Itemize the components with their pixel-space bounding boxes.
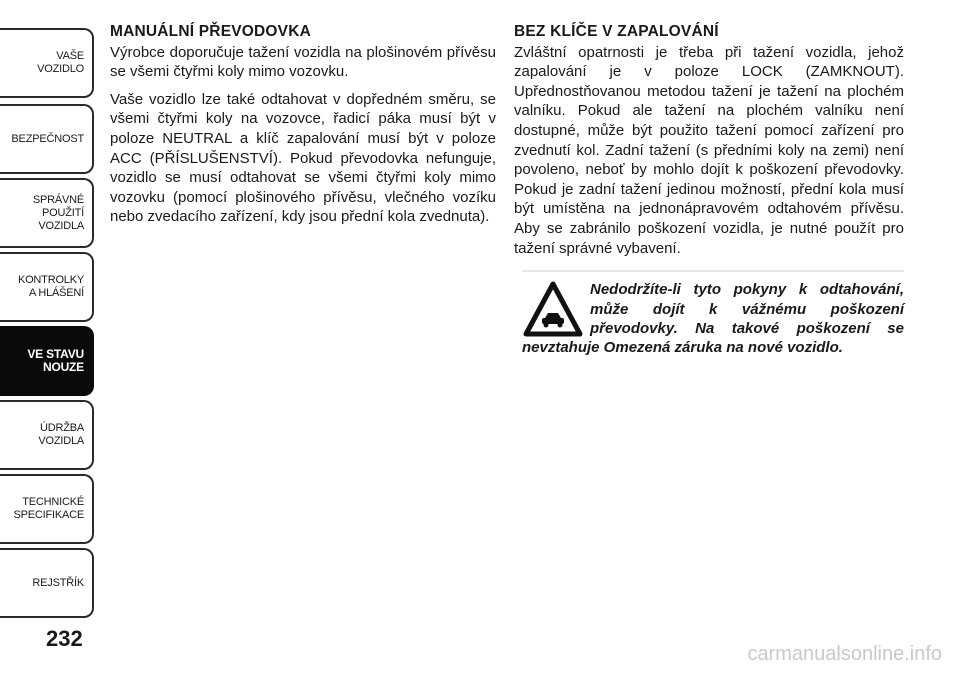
tab-rejstrik[interactable] [0, 548, 94, 618]
tab-label: KONTROLKY A HLÁŠENÍ [17, 274, 84, 299]
left-column [110, 22, 496, 235]
page-number: 232 [46, 626, 83, 651]
tab-label: BEZPEČNOST [11, 132, 84, 145]
paragraph: Zvláštní opatrnosti je třeba při tažení vozidla, jehož zapalování je v poloze LOCK (ZAMKNOUT). Upřednostňovanou metodou tažení je tažení na plochém valníku. Pokud ale tažení na plochém valníku není dostupné, může být použito tažení pomocí zařízení pro zvednutí kol. Zadní tažení (s předními koly na zemi) není povoleno, neboť by mohlo dojít k poškození převodovky. Pokud je zadní tažení jedinou možností, přední kola musí být umístěna na jednonápravovém odtahovém přívěsu. Aby se zabránilo poškození vozidla, je nutné použít pro tažení správné vybavení. [514, 43, 904, 257]
tab-label: SPRÁVNÉ POUŽITÍ VOZIDLA [32, 193, 84, 232]
tab-udrzba-vozidla[interactable] [0, 400, 94, 470]
tab-ve-stavu-nouze[interactable] [0, 326, 94, 396]
tab-kontrolky-a-hlaseni[interactable] [0, 252, 94, 322]
warning-text: Nedodržíte-li tyto pokyny k odtahování, může dojít k vážnému poškození převodovky. Na takové poškození se nevztahuje Omezená záruka na nové vozidlo. [522, 281, 904, 357]
tab-bezpecnost[interactable] [0, 104, 94, 174]
right-column [514, 22, 904, 358]
warning-triangle-car-icon [522, 280, 584, 338]
tab-label: REJSTŘÍK [32, 576, 84, 589]
section-heading: BEZ KLÍČE V ZAPALOVÁNÍ [514, 23, 719, 40]
paragraph: Výrobce doporučuje tažení vozidla na plošinovém přívěsu se všemi čtyřmi koly mimo vozovku. [110, 43, 496, 81]
tab-spravne-pouziti-vozidla[interactable] [0, 178, 94, 248]
tab-label: TECHNICKÉ SPECIFIKACE [13, 496, 84, 521]
tab-label: VE STAVU NOUZE [27, 347, 84, 374]
warning-box [522, 270, 904, 358]
paragraph: Vaše vozidlo lze také odtahovat v dopředném směru, se všemi čtyřmi koly na vozovce, řadicí páka musí být v poloze NEUTRAL a klíč zapalování musí být v poloze ACC (PŘÍSLUŠENSTVÍ). Pokud převodovka nefunguje, vozidlo se musí odtahovat se všemi čtyřmi koly mimo vozovku (pomocí plošinového přívěsu, vlečného vozíku nebo zvedacího zařízení, kdy jsou přední kola zvednuta). [110, 90, 496, 226]
section-heading: MANUÁLNÍ PŘEVODOVKA [110, 23, 312, 40]
tab-technicke-specifikace[interactable] [0, 474, 94, 544]
watermark: carmanualsonline.info [747, 643, 942, 665]
tab-label: ÚDRŽBA VOZIDLA [38, 422, 84, 447]
tab-label: VAŠE VOZIDLO [37, 50, 84, 75]
tab-vase-vozidlo[interactable] [0, 28, 94, 98]
